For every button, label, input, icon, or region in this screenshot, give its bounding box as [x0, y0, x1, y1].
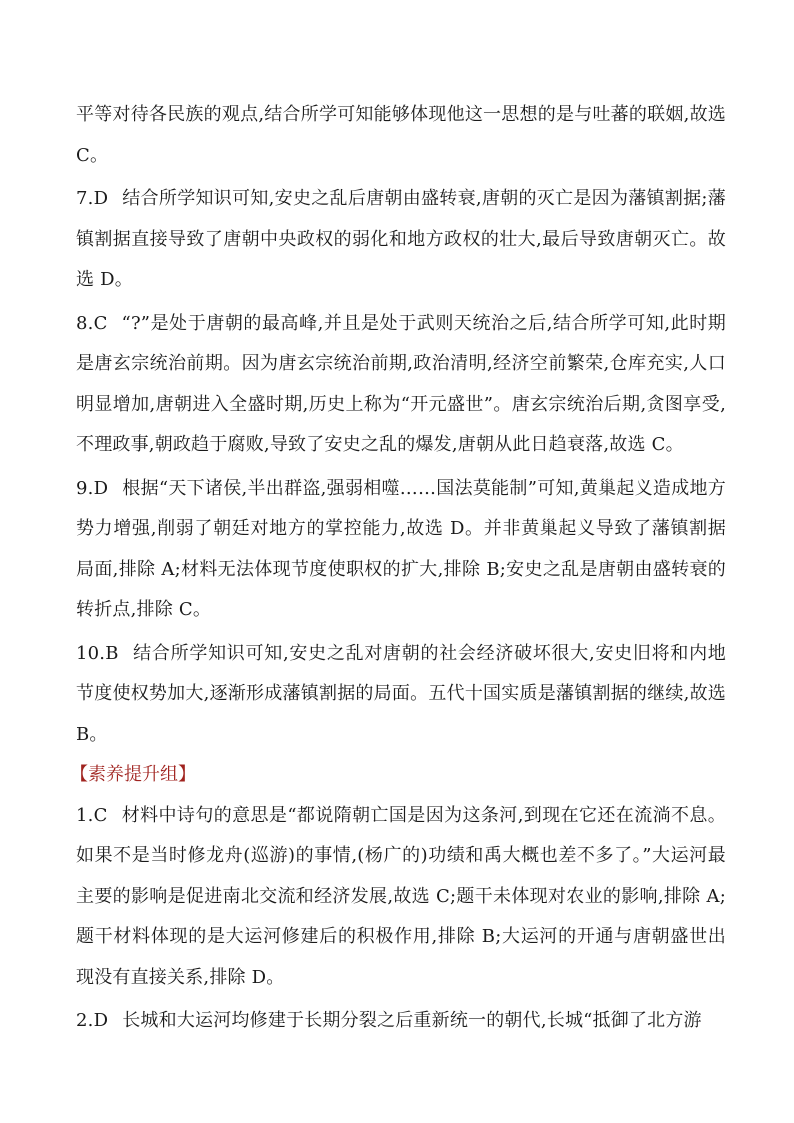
answer-text: 结合所学知识可知,安史之乱后唐朝由盛转衰,唐朝的灭亡是因为藩镇割据;藩镇割据直接导致了唐朝中央政权的弱化和地方政权的壮大,最后导致唐朝灭亡。故选 D。 [76, 188, 726, 290]
paragraph-continuation [76, 95, 726, 176]
answer-number: 7.D [76, 188, 109, 209]
answer-text: 材料中诗句的意思是“都说隋朝亡国是因为这条河,到现在它还在流淌不息。如果不是当时修龙舟(巡游)的事情,(杨广的)功绩和禹大概也差不多了。”大运河最主要的影响是促进南北交流和经济发展,故选 C;题干未体现对农业的影响,排除 A;题干材料体现的是大运河修建后的积极作用,排除 B;大运河的开通与唐朝盛世出现没有直接关系,排除 D。 [76, 804, 726, 988]
answer-number: 1.C [76, 804, 108, 826]
paragraph-text: 平等对待各民族的观点,结合所学可知能够体现他这一思想的是与吐蕃的联姻,故选 C。 [76, 104, 726, 166]
answer-number: 10.B [76, 642, 119, 664]
answer-number: 2.D [76, 1010, 109, 1031]
answer-text: 结合所学知识可知,安史之乱对唐朝的社会经济破坏很大,安史旧将和内地节度使权势加大,逐渐形成藩镇割据的局面。五代十国实质是藩镇割据的继续,故选 B。 [76, 642, 726, 745]
answer-text: 根据“天下诸侯,半出群盗,强弱相噬……国法莫能制”可知,黄巢起义造成地方势力增强,削弱了朝廷对地方的掌控能力,故选 D。并非黄巢起义导致了藩镇割据局面,排除 A;材料无法体现节度使职权的扩大,排除 B;安史之乱是唐朝由盛转衰的转折点,排除 C。 [76, 477, 726, 620]
answer-item-10 [76, 634, 726, 756]
document-page [70, 95, 726, 1042]
answer-item-9 [76, 469, 726, 631]
answer-item-8 [76, 304, 726, 466]
answer-text: “?”是处于唐朝的最高峰,并且是处于武则天统治之后,结合所学可知,此时期是唐玄宗统治前期。因为唐玄宗统治前期,政治清明,经济空前繁荣,仓库充实,人口明显增加,唐朝进入全盛时期,历史上称为“开元盛世”。唐玄宗统治后期,贪图享受,不理政事,朝政趋于腐败,导致了安史之乱的爆发,唐朝从此日趋衰落,故选 C。 [76, 312, 726, 455]
answer-item-1 [76, 796, 726, 999]
answer-text: 长城和大运河均修建于长期分裂之后重新统一的朝代,长城“抵御了北方游 [122, 1010, 702, 1031]
section-heading: 【素养提升组】 [70, 764, 196, 785]
answer-item-2 [76, 1001, 726, 1042]
answer-item-7 [76, 179, 726, 301]
answer-number: 9.D [76, 477, 109, 499]
answer-number: 8.C [76, 312, 108, 334]
